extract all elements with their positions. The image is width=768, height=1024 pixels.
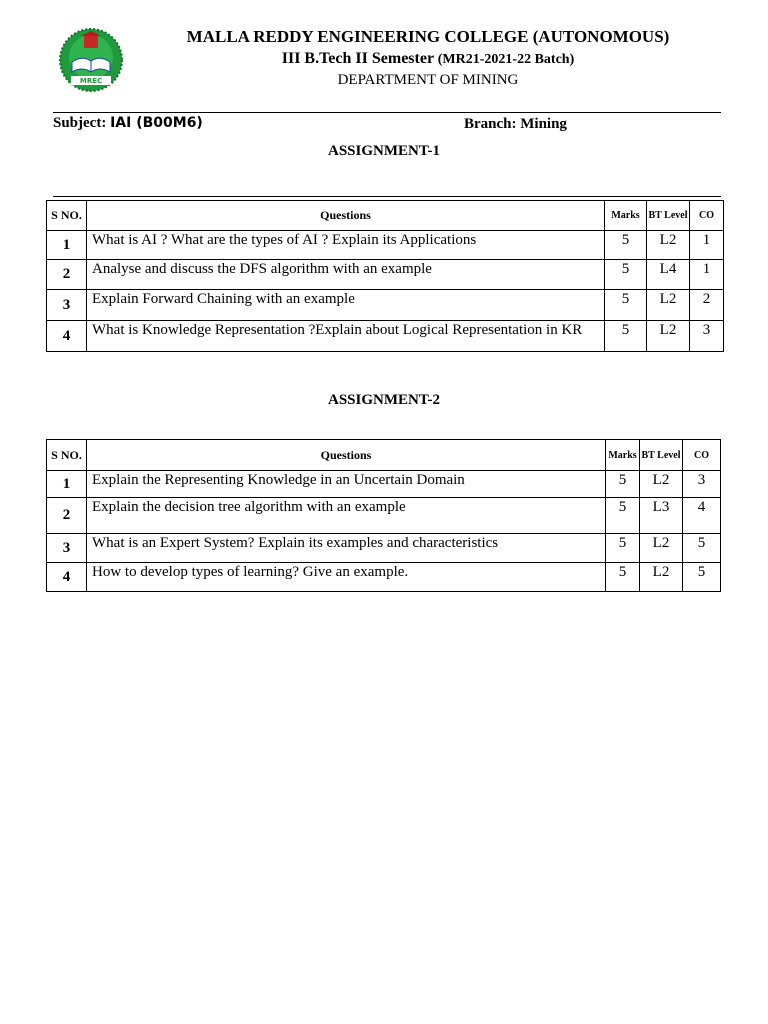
- college-name: MALLA REDDY ENGINEERING COLLEGE (AUTONOMOUS): [186, 27, 670, 46]
- col-co: CO: [683, 440, 721, 471]
- subject-code: IAI (B00M6): [110, 115, 203, 131]
- semester-line: [100, 50, 756, 68]
- subject-label: Subject:: [53, 115, 107, 131]
- row-marks: 5: [605, 290, 647, 321]
- row-bt-level: L3: [640, 498, 683, 534]
- row-co: 5: [683, 534, 721, 563]
- row-sno: 3: [47, 290, 87, 321]
- row-bt-level: L2: [640, 534, 683, 563]
- svg-text:MREC: MREC: [79, 77, 103, 85]
- table-row: [47, 498, 721, 534]
- row-co: 1: [690, 260, 724, 290]
- department-name: DEPARTMENT OF MINING: [337, 72, 519, 88]
- row-sno: 1: [47, 231, 87, 260]
- col-bt-level: BT Level: [647, 201, 690, 231]
- batch: (MR21-2021-22 Batch): [437, 52, 575, 67]
- row-question: What is AI ? What are the types of AI ? Explain its Applications: [87, 231, 605, 260]
- row-marks: 5: [605, 231, 647, 260]
- semester: III B.Tech II Semester: [281, 50, 434, 67]
- row-co: 3: [683, 471, 721, 498]
- branch-line: [464, 116, 567, 133]
- row-co: 5: [683, 563, 721, 592]
- row-sno: 1: [47, 471, 87, 498]
- table-row: [47, 321, 724, 352]
- col-sno: S NO.: [47, 440, 87, 471]
- assignment-1-table: [46, 200, 724, 352]
- table-row: [47, 563, 721, 592]
- subject-line: [53, 115, 203, 132]
- row-marks: 5: [606, 498, 640, 534]
- assignment-2-title: ASSIGNMENT-2: [328, 392, 440, 408]
- col-sno: S NO.: [47, 201, 87, 231]
- table-row: [47, 534, 721, 563]
- row-co: 2: [690, 290, 724, 321]
- row-marks: 5: [605, 321, 647, 352]
- col-questions: Questions: [87, 201, 605, 231]
- table-header-row: [47, 440, 721, 471]
- row-sno: 2: [47, 498, 87, 534]
- row-question: What is Knowledge Representation ?Explain about Logical Representation in KR: [87, 321, 605, 352]
- row-bt-level: L2: [647, 231, 690, 260]
- row-co: 1: [690, 231, 724, 260]
- row-question: Explain the Representing Knowledge in an Uncertain Domain: [87, 471, 606, 498]
- col-bt-level: BT Level: [640, 440, 683, 471]
- assignment-1-title: ASSIGNMENT-1: [328, 143, 440, 159]
- row-question: How to develop types of learning? Give an example.: [87, 563, 606, 592]
- row-sno: 4: [47, 563, 87, 592]
- branch-label: Branch:: [464, 116, 517, 132]
- row-question: Analyse and discuss the DFS algorithm with an example: [87, 260, 605, 290]
- row-question: Explain Forward Chaining with an example: [87, 290, 605, 321]
- assignment-2-table: [46, 439, 721, 592]
- col-marks: Marks: [606, 440, 640, 471]
- row-co: 3: [690, 321, 724, 352]
- row-sno: 2: [47, 260, 87, 290]
- row-sno: 3: [47, 534, 87, 563]
- row-bt-level: L2: [647, 321, 690, 352]
- row-question: Explain the decision tree algorithm with an example: [87, 498, 606, 534]
- row-bt-level: L2: [640, 471, 683, 498]
- row-bt-level: L4: [647, 260, 690, 290]
- table-header-row: [47, 201, 724, 231]
- row-co: 4: [683, 498, 721, 534]
- col-co: CO: [690, 201, 724, 231]
- branch-value: Mining: [520, 116, 567, 132]
- assignment-1-divider: [53, 196, 721, 197]
- row-marks: 5: [606, 563, 640, 592]
- row-bt-level: L2: [647, 290, 690, 321]
- table-row: [47, 471, 721, 498]
- row-marks: 5: [605, 260, 647, 290]
- row-bt-level: L2: [640, 563, 683, 592]
- col-questions: Questions: [87, 440, 606, 471]
- table-row: [47, 290, 724, 321]
- row-sno: 4: [47, 321, 87, 352]
- table-row: [47, 260, 724, 290]
- col-marks: Marks: [605, 201, 647, 231]
- row-marks: 5: [606, 471, 640, 498]
- header-divider: [53, 112, 721, 113]
- table-row: [47, 231, 724, 260]
- row-question: What is an Expert System? Explain its examples and characteristics: [87, 534, 606, 563]
- row-marks: 5: [606, 534, 640, 563]
